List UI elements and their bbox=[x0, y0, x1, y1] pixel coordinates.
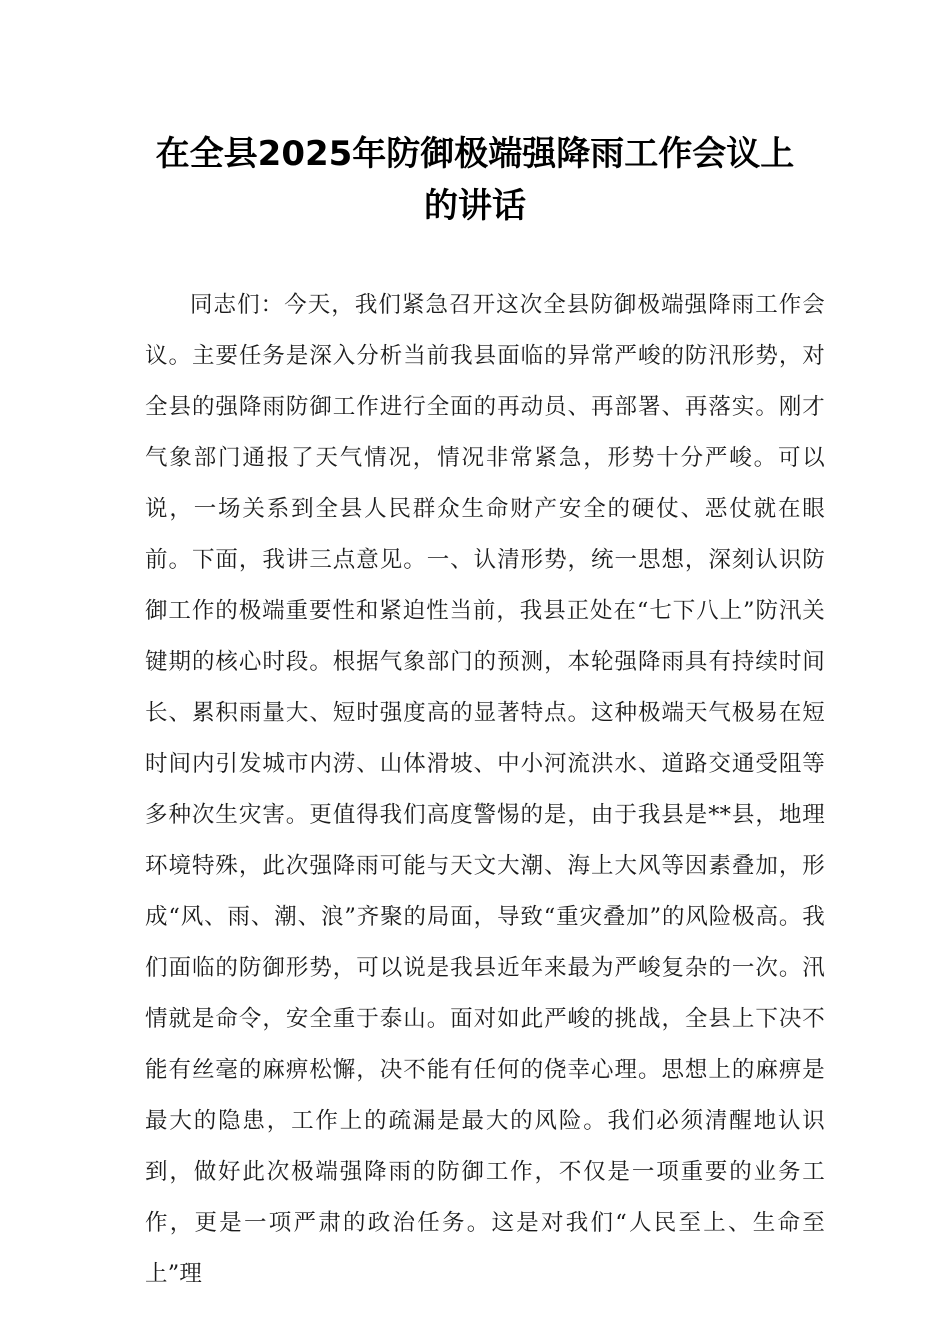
title-line-2: 的讲话 bbox=[424, 186, 526, 226]
speech-body-paragraph: 同志们：今天，我们紧急召开这次全县防御极端强降雨工作会议。主要任务是深入分析当前我县面临的异常严峻的防汛形势，对全县的强降雨防御工作进行全面的再动员、再部署、再落实。刚才气象部门通报了天气情况，情况非常紧急，形势十分严峻。可以说，一场关系到全县人民群众生命财产安全的硬仗、恶仗就在眼前。下面，我讲三点意见。一、认清形势，统一思想，深刻认识防御工作的极端重要性和紧迫性当前，我县正处在“七下八上”防汛关键期的核心时段。根据气象部门的预测，本轮强降雨具有持续时间长、累积雨量大、短时强度高的显著特点。这种极端天气极易在短时间内引发城市内涝、山体滑坡、中小河流洪水、道路交通受阻等多种次生灾害。更值得我们高度警惕的是，由于我县是**县，地理环境特殊，此次强降雨可能与天文大潮、海上大风等因素叠加，形成“风、雨、潮、浪”齐聚的局面，导致“重灾叠加”的风险极高。我们面临的防御形势，可以说是我县近年来最为严峻复杂的一次。汛情就是命令，安全重于泰山。面对如此严峻的挑战，全县上下决不能有丝毫的麻痹松懈，决不能有任何的侥幸心理。思想上的麻痹是最大的隐患，工作上的疏漏是最大的风险。我们必须清醒地认识到，做好此次极端强降雨的防御工作，不仅是一项重要的业务工作，更是一项严肃的政治任务。这是对我们“人民至上、生命至上”理 bbox=[145, 292, 825, 1287]
document-title bbox=[0, 128, 950, 232]
title-line-1: 在全县2025年防御极端强降雨工作会议上 bbox=[155, 134, 795, 174]
